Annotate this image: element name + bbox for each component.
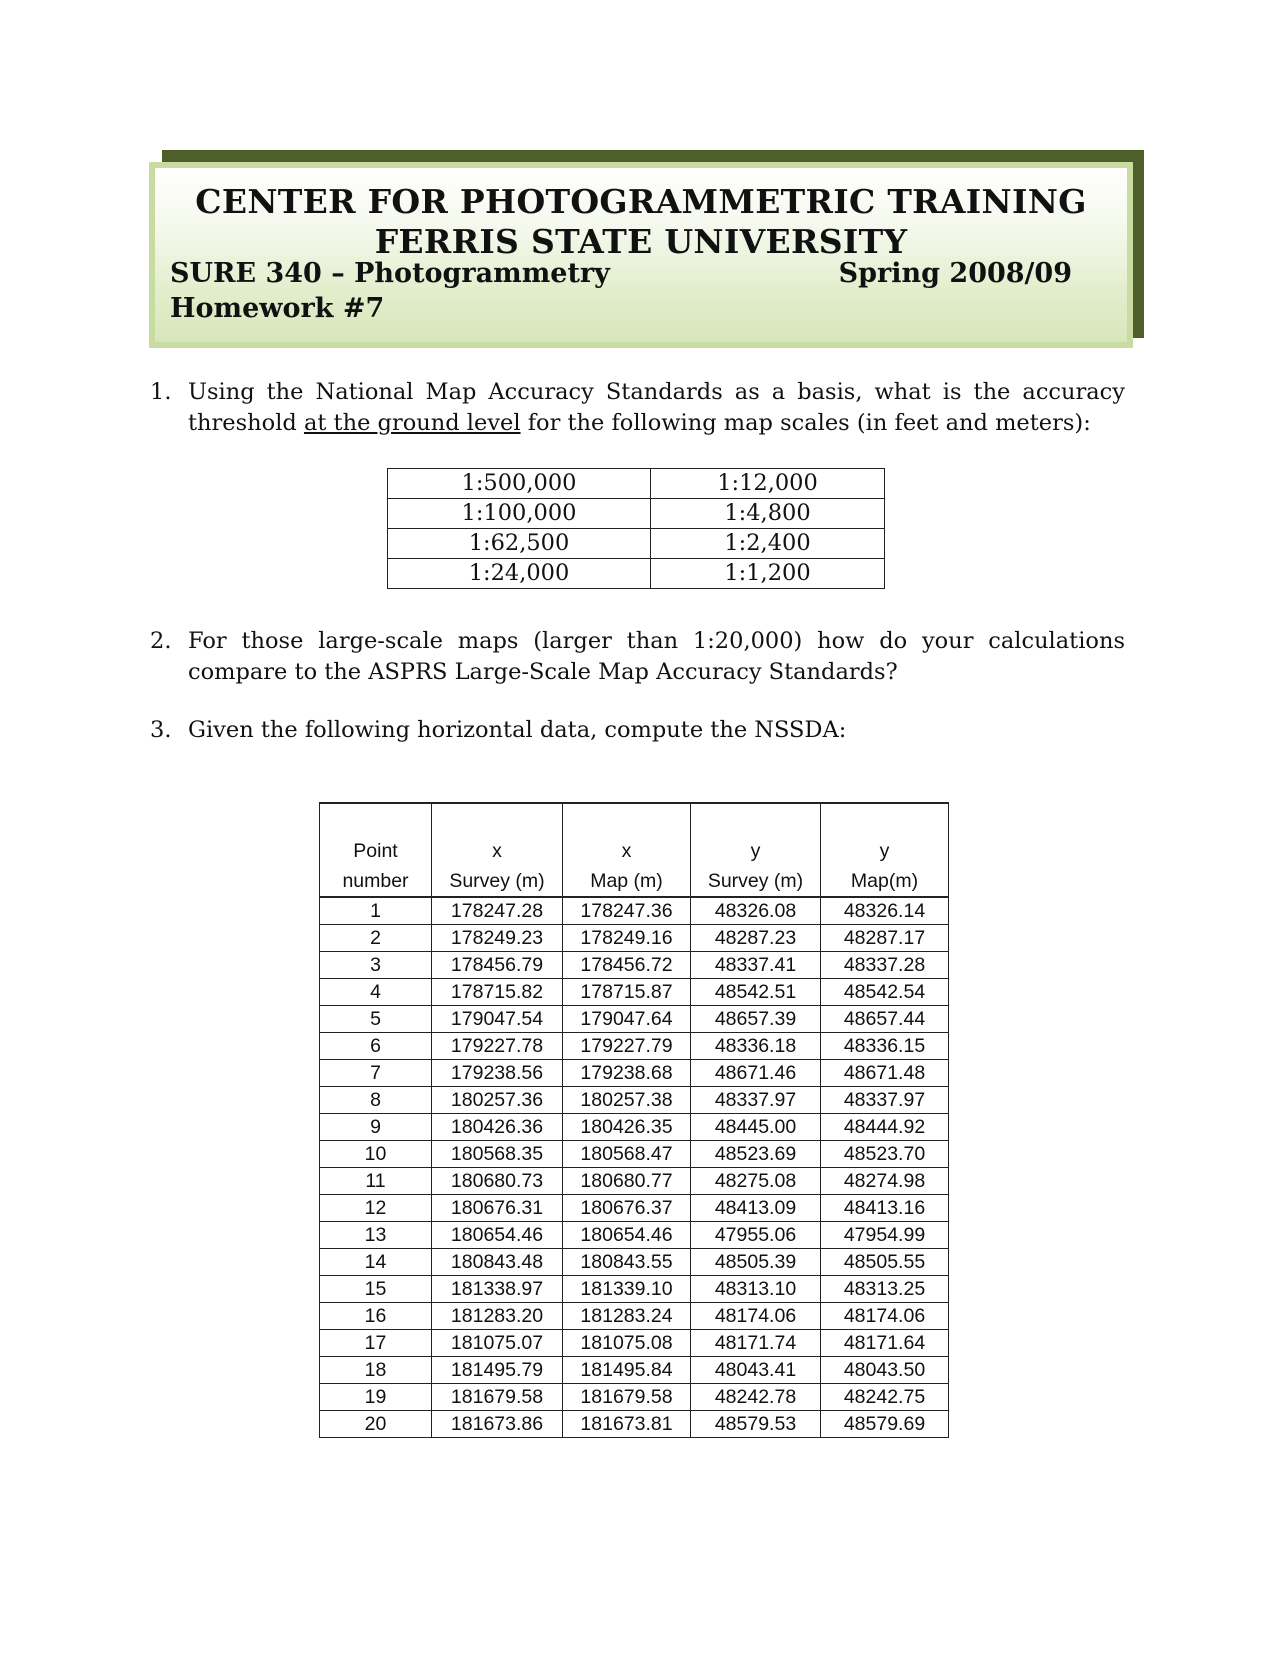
question-3-text: Given the following horizontal data, compute the NSSDA: — [188, 717, 847, 743]
table-cell: 14 — [320, 1249, 432, 1276]
table-cell: 19 — [320, 1384, 432, 1411]
column-header — [821, 803, 949, 897]
table-cell: 181075.07 — [432, 1330, 563, 1357]
table-cell: 7 — [320, 1060, 432, 1087]
table-row — [320, 897, 949, 925]
table-cell: 4 — [320, 979, 432, 1006]
table-row — [320, 1357, 949, 1384]
table-cell: 8 — [320, 1087, 432, 1114]
question-1 — [150, 377, 1125, 439]
table-cell: 48313.10 — [691, 1276, 821, 1303]
column-header-line: Map (m) — [590, 870, 663, 892]
table-cell: 48505.55 — [821, 1249, 949, 1276]
term-label: Spring 2008/09 — [838, 258, 1072, 289]
table-cell: 178715.87 — [563, 979, 691, 1006]
table-cell: 48444.92 — [821, 1114, 949, 1141]
table-cell: 178247.36 — [563, 897, 691, 925]
table-row — [320, 1114, 949, 1141]
table-cell: 48043.50 — [821, 1357, 949, 1384]
table-cell: 180680.77 — [563, 1168, 691, 1195]
question-1-number: 1. — [150, 379, 172, 405]
table-cell: 10 — [320, 1141, 432, 1168]
table-cell: 180257.36 — [432, 1087, 563, 1114]
table-row — [320, 1060, 949, 1087]
table-cell: 180676.31 — [432, 1195, 563, 1222]
table-row — [320, 1087, 949, 1114]
table-cell: 180568.35 — [432, 1141, 563, 1168]
table-cell: 48174.06 — [821, 1303, 949, 1330]
table-cell: 1 — [320, 897, 432, 925]
table-cell: 5 — [320, 1006, 432, 1033]
table-row — [320, 1168, 949, 1195]
table-cell: 16 — [320, 1303, 432, 1330]
table-cell: 48337.97 — [821, 1087, 949, 1114]
question-1-text-before: Using the National Map Accuracy Standards as a basis, what is the accuracy threshold — [188, 379, 1125, 436]
table-cell: 181679.58 — [563, 1384, 691, 1411]
question-2-text: For those large-scale maps (larger than 1:20,000) how do your calculations compare to the ASPRS Large-Scale Map Accuracy Standards? — [188, 628, 1125, 685]
table-cell: 2 — [320, 925, 432, 952]
table-cell: 9 — [320, 1114, 432, 1141]
scale-cell: 1:1,200 — [651, 559, 885, 589]
university-title: FERRIS STATE UNIVERSITY — [374, 222, 908, 261]
question-2 — [150, 626, 1125, 688]
table-cell: 12 — [320, 1195, 432, 1222]
table-row — [320, 1330, 949, 1357]
table-cell: 48657.39 — [691, 1006, 821, 1033]
table-row — [320, 925, 949, 952]
scale-row — [388, 559, 885, 589]
table-row — [320, 1303, 949, 1330]
table-row — [320, 1276, 949, 1303]
map-scales-table — [387, 468, 885, 589]
table-row — [320, 1033, 949, 1060]
table-row — [320, 979, 949, 1006]
table-cell: 48287.17 — [821, 925, 949, 952]
table-cell: 48171.74 — [691, 1330, 821, 1357]
column-header — [691, 803, 821, 897]
table-cell: 181339.10 — [563, 1276, 691, 1303]
table-cell: 20 — [320, 1411, 432, 1438]
horizontal-data-table — [319, 802, 949, 1438]
scale-cell: 1:2,400 — [651, 529, 885, 559]
column-header-line: x — [492, 840, 502, 862]
table-cell: 179238.56 — [432, 1060, 563, 1087]
table-cell: 48313.25 — [821, 1276, 949, 1303]
table-cell: 18 — [320, 1357, 432, 1384]
table-cell: 48242.78 — [691, 1384, 821, 1411]
table-cell: 181679.58 — [432, 1384, 563, 1411]
table-cell: 181283.20 — [432, 1303, 563, 1330]
table-cell: 47954.99 — [821, 1222, 949, 1249]
question-3-number: 3. — [150, 717, 172, 743]
column-header-line: y — [879, 840, 890, 862]
question-1-text-after: for the following map scales (in feet and meters): — [520, 410, 1091, 436]
column-header-line: y — [750, 840, 761, 862]
question-1-text — [188, 377, 1125, 439]
table-cell: 181673.86 — [432, 1411, 563, 1438]
scale-cell: 1:24,000 — [388, 559, 651, 589]
table-cell: 48413.09 — [691, 1195, 821, 1222]
table-cell: 13 — [320, 1222, 432, 1249]
table-row — [320, 1141, 949, 1168]
center-title: CENTER FOR PHOTOGRAMMETRIC TRAINING — [195, 182, 1087, 221]
column-header — [320, 803, 432, 897]
table-cell: 48171.64 — [821, 1330, 949, 1357]
table-cell: 180568.47 — [563, 1141, 691, 1168]
scale-cell: 1:4,800 — [651, 499, 885, 529]
table-cell: 179227.79 — [563, 1033, 691, 1060]
table-cell: 179238.68 — [563, 1060, 691, 1087]
scale-row — [388, 469, 885, 499]
table-cell: 48523.70 — [821, 1141, 949, 1168]
table-row — [320, 1195, 949, 1222]
question-2-number: 2. — [150, 628, 172, 654]
table-cell: 48337.97 — [691, 1087, 821, 1114]
table-cell: 48413.16 — [821, 1195, 949, 1222]
scale-cell: 1:62,500 — [388, 529, 651, 559]
table-row — [320, 1249, 949, 1276]
table-cell: 48579.69 — [821, 1411, 949, 1438]
scale-row — [388, 499, 885, 529]
table-cell: 48242.75 — [821, 1384, 949, 1411]
table-cell: 48579.53 — [691, 1411, 821, 1438]
table-cell: 47955.06 — [691, 1222, 821, 1249]
column-header-line: x — [621, 840, 632, 862]
table-cell: 180426.36 — [432, 1114, 563, 1141]
table-cell: 48326.08 — [691, 897, 821, 925]
table-row — [320, 1006, 949, 1033]
table-cell: 181283.24 — [563, 1303, 691, 1330]
column-header-line: Point — [353, 840, 398, 862]
table-cell: 48542.54 — [821, 979, 949, 1006]
question-3 — [150, 715, 1125, 746]
table-cell: 181495.84 — [563, 1357, 691, 1384]
question-1-underlined: at the ground level — [303, 410, 521, 436]
table-cell: 48274.98 — [821, 1168, 949, 1195]
table-cell: 48337.41 — [691, 952, 821, 979]
table-cell: 48671.46 — [691, 1060, 821, 1087]
table-row — [320, 1411, 949, 1438]
scale-cell: 1:12,000 — [651, 469, 885, 499]
table-row — [320, 1384, 949, 1411]
homework-title: Homework #7 — [170, 293, 385, 324]
column-header-line: Survey (m) — [707, 870, 804, 892]
column-header-line: Survey (m) — [449, 870, 545, 892]
table-cell: 181338.97 — [432, 1276, 563, 1303]
table-cell: 48657.44 — [821, 1006, 949, 1033]
table-cell: 48326.14 — [821, 897, 949, 925]
table-cell: 178247.28 — [432, 897, 563, 925]
table-row — [320, 952, 949, 979]
scale-row — [388, 529, 885, 559]
table-cell: 180257.38 — [563, 1087, 691, 1114]
table-cell: 178456.79 — [432, 952, 563, 979]
scale-cell: 1:100,000 — [388, 499, 651, 529]
table-cell: 179047.64 — [563, 1006, 691, 1033]
table-cell: 48336.15 — [821, 1033, 949, 1060]
scale-cell: 1:500,000 — [388, 469, 651, 499]
table-cell: 178715.82 — [432, 979, 563, 1006]
table-cell: 181075.08 — [563, 1330, 691, 1357]
table-cell: 178249.16 — [563, 925, 691, 952]
table-row — [320, 1222, 949, 1249]
table-cell: 181673.81 — [563, 1411, 691, 1438]
table-cell: 48174.06 — [691, 1303, 821, 1330]
table-cell: 180843.55 — [563, 1249, 691, 1276]
column-header — [432, 803, 563, 897]
table-cell: 48523.69 — [691, 1141, 821, 1168]
table-cell: 15 — [320, 1276, 432, 1303]
table-cell: 48671.48 — [821, 1060, 949, 1087]
column-header-line: Map(m) — [850, 870, 919, 892]
table-cell: 48505.39 — [691, 1249, 821, 1276]
table-cell: 178456.72 — [563, 952, 691, 979]
table-cell: 180676.37 — [563, 1195, 691, 1222]
table-cell: 180654.46 — [432, 1222, 563, 1249]
table-cell: 48275.08 — [691, 1168, 821, 1195]
table-cell: 180843.48 — [432, 1249, 563, 1276]
table-cell: 180654.46 — [563, 1222, 691, 1249]
table-cell: 180680.73 — [432, 1168, 563, 1195]
table-cell: 48542.51 — [691, 979, 821, 1006]
table-cell: 181495.79 — [432, 1357, 563, 1384]
table-cell: 180426.35 — [563, 1114, 691, 1141]
table-cell: 3 — [320, 952, 432, 979]
table-cell: 17 — [320, 1330, 432, 1357]
table-cell: 48287.23 — [691, 925, 821, 952]
table-cell: 48336.18 — [691, 1033, 821, 1060]
column-header — [563, 803, 691, 897]
table-cell: 11 — [320, 1168, 432, 1195]
header-banner — [149, 162, 1133, 348]
table-cell: 179047.54 — [432, 1006, 563, 1033]
table-cell: 48337.28 — [821, 952, 949, 979]
table-cell: 48445.00 — [691, 1114, 821, 1141]
table-cell: 178249.23 — [432, 925, 563, 952]
table-cell: 179227.78 — [432, 1033, 563, 1060]
course-title: SURE 340 – Photogrammetry — [170, 258, 610, 289]
table-cell: 48043.41 — [691, 1357, 821, 1384]
table-cell: 6 — [320, 1033, 432, 1060]
column-header-line: number — [342, 870, 409, 892]
